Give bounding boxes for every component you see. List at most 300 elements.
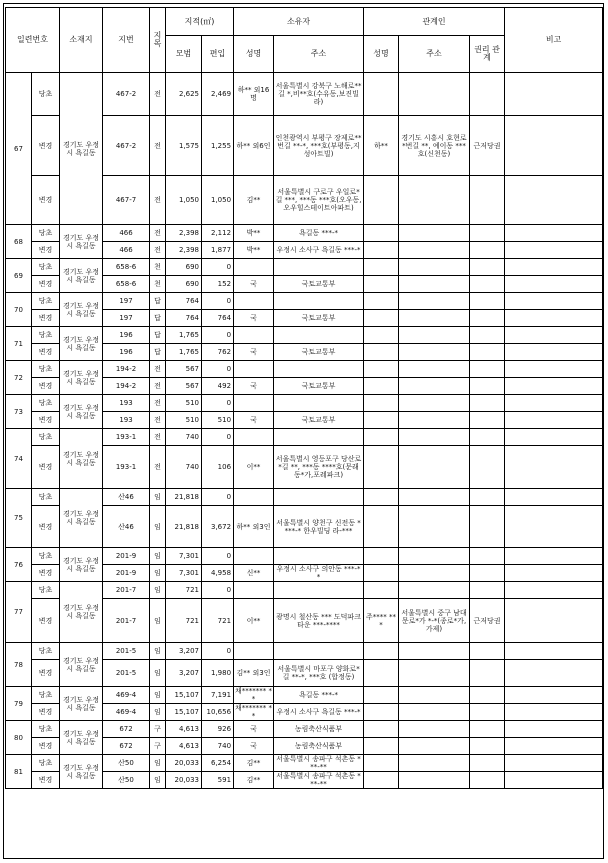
interested-address-cell bbox=[399, 242, 470, 259]
record-number: 72 bbox=[6, 361, 32, 395]
table-row bbox=[6, 327, 603, 344]
lot-number-cell: 466 bbox=[103, 242, 150, 259]
incorporated-area-cell: 0 bbox=[202, 259, 234, 276]
interested-right-cell bbox=[470, 738, 505, 755]
incorporated-area-cell: 10,656 bbox=[202, 704, 234, 721]
interested-name-cell bbox=[364, 259, 399, 276]
area-cell: 690 bbox=[166, 276, 202, 293]
owner-address-cell: 국토교통부 bbox=[274, 378, 364, 395]
incorporated-area-cell: 0 bbox=[202, 395, 234, 412]
area-cell: 510 bbox=[166, 395, 202, 412]
lot-number-cell: 201-7 bbox=[103, 582, 150, 599]
owner-name-cell: 국 bbox=[234, 721, 274, 738]
status-cell: 당초 bbox=[32, 225, 60, 242]
owner-address-cell: 서울특별시 강북구 노해로**길 *,비**호(수유동,보진빌라) bbox=[274, 73, 364, 116]
lot-number-cell: 201-9 bbox=[103, 548, 150, 565]
interested-right-cell bbox=[470, 242, 505, 259]
header-serial: 일련번호 bbox=[6, 8, 60, 73]
incorporated-area-cell: 1,980 bbox=[202, 660, 234, 687]
record-number: 75 bbox=[6, 489, 32, 548]
lot-number-cell: 467-2 bbox=[103, 73, 150, 116]
interested-right-cell bbox=[470, 506, 505, 548]
area-cell: 721 bbox=[166, 599, 202, 643]
land-category-cell: 임 bbox=[150, 687, 166, 704]
remarks-cell bbox=[505, 116, 603, 176]
owner-address-cell: 광명시 철산동 *** 도덕파크타운 ***-**** bbox=[274, 599, 364, 643]
area-cell: 740 bbox=[166, 429, 202, 446]
lot-number-cell: 201-5 bbox=[103, 660, 150, 687]
interested-right-cell bbox=[470, 565, 505, 582]
remarks-cell bbox=[505, 225, 603, 242]
owner-name-cell: 신** bbox=[234, 565, 274, 582]
remarks-cell bbox=[505, 412, 603, 429]
interested-right-cell bbox=[470, 582, 505, 599]
owner-address-cell bbox=[274, 582, 364, 599]
incorporated-area-cell: 2,469 bbox=[202, 73, 234, 116]
incorporated-area-cell: 0 bbox=[202, 293, 234, 310]
owner-name-cell: 김** bbox=[234, 176, 274, 225]
land-category-cell: 임 bbox=[150, 489, 166, 506]
header-interested-right: 권리 관계 bbox=[470, 36, 505, 73]
remarks-cell bbox=[505, 259, 603, 276]
interested-name-cell bbox=[364, 429, 399, 446]
owner-name-cell: 박** bbox=[234, 242, 274, 259]
remarks-cell bbox=[505, 429, 603, 446]
location-cell: 경기도 우정시 욕길동 bbox=[60, 73, 103, 225]
land-category-cell: 전 bbox=[150, 395, 166, 412]
owner-name-cell: 김** 외3인 bbox=[234, 660, 274, 687]
owner-address-cell bbox=[274, 293, 364, 310]
interested-address-cell bbox=[399, 721, 470, 738]
owner-address-cell: 우정시 소사구 욕길동 ***-* bbox=[274, 242, 364, 259]
land-category-cell: 임 bbox=[150, 506, 166, 548]
interested-address-cell bbox=[399, 176, 470, 225]
owner-address-cell: 서울특별시 구로구 우일로*길 ***, ***동 ***호(오우동,오우힐스테이트아파트) bbox=[274, 176, 364, 225]
interested-right-cell bbox=[470, 660, 505, 687]
owner-name-cell: 이** bbox=[234, 599, 274, 643]
land-category-cell: 전 bbox=[150, 446, 166, 489]
status-cell: 당초 bbox=[32, 643, 60, 660]
remarks-cell bbox=[505, 276, 603, 293]
owner-address-cell: 농림축산식품부 bbox=[274, 721, 364, 738]
record-number: 74 bbox=[6, 429, 32, 489]
lot-number-cell: 466 bbox=[103, 225, 150, 242]
interested-address-cell bbox=[399, 429, 470, 446]
owner-name-cell: 국 bbox=[234, 412, 274, 429]
interested-right-cell bbox=[470, 687, 505, 704]
location-cell: 경기도 우정시 욕길동 bbox=[60, 548, 103, 582]
interested-name-cell bbox=[364, 293, 399, 310]
land-category-cell: 전 bbox=[150, 361, 166, 378]
interested-right-cell bbox=[470, 293, 505, 310]
header-area: 지적(㎡) bbox=[166, 8, 234, 36]
interested-right-cell bbox=[470, 276, 505, 293]
interested-name-cell: 주**** *** bbox=[364, 599, 399, 643]
interested-address-cell bbox=[399, 506, 470, 548]
owner-name-cell: 국 bbox=[234, 738, 274, 755]
status-cell: 변경 bbox=[32, 310, 60, 327]
table-row bbox=[6, 225, 603, 242]
incorporated-area-cell: 0 bbox=[202, 643, 234, 660]
lot-number-cell: 193 bbox=[103, 395, 150, 412]
interested-name-cell bbox=[364, 225, 399, 242]
interested-right-cell bbox=[470, 429, 505, 446]
interested-address-cell bbox=[399, 293, 470, 310]
table-row bbox=[6, 489, 603, 506]
interested-address-cell bbox=[399, 772, 470, 789]
lot-number-cell: 469-4 bbox=[103, 704, 150, 721]
land-category-cell: 천 bbox=[150, 259, 166, 276]
interested-address-cell bbox=[399, 73, 470, 116]
header-owner-name: 성명 bbox=[234, 36, 274, 73]
lot-number-cell: 193-1 bbox=[103, 429, 150, 446]
owner-name-cell bbox=[234, 548, 274, 565]
location-cell: 경기도 우정시 욕길동 bbox=[60, 395, 103, 429]
status-cell: 변경 bbox=[32, 599, 60, 643]
land-category-cell: 임 bbox=[150, 755, 166, 772]
status-cell: 변경 bbox=[32, 738, 60, 755]
area-cell: 4,613 bbox=[166, 738, 202, 755]
status-cell: 당초 bbox=[32, 293, 60, 310]
remarks-cell bbox=[505, 687, 603, 704]
interested-right-cell bbox=[470, 755, 505, 772]
interested-right-cell bbox=[470, 395, 505, 412]
record-number: 68 bbox=[6, 225, 32, 259]
interested-address-cell bbox=[399, 446, 470, 489]
header-location: 소재지 bbox=[60, 8, 103, 73]
remarks-cell bbox=[505, 738, 603, 755]
record-number: 80 bbox=[6, 721, 32, 755]
status-cell: 변경 bbox=[32, 660, 60, 687]
incorporated-area-cell: 4,958 bbox=[202, 565, 234, 582]
interested-address-cell bbox=[399, 565, 470, 582]
remarks-cell bbox=[505, 176, 603, 225]
status-cell: 당초 bbox=[32, 327, 60, 344]
land-category-cell: 구 bbox=[150, 721, 166, 738]
status-cell: 당초 bbox=[32, 395, 60, 412]
table-row bbox=[6, 548, 603, 565]
record-number: 71 bbox=[6, 327, 32, 361]
table-row bbox=[6, 429, 603, 446]
remarks-cell bbox=[505, 599, 603, 643]
incorporated-area-cell: 764 bbox=[202, 310, 234, 327]
location-cell: 경기도 우정시 욕길동 bbox=[60, 687, 103, 721]
status-cell: 당초 bbox=[32, 582, 60, 599]
owner-name-cell: 박** bbox=[234, 225, 274, 242]
location-cell: 경기도 우정시 욕길동 bbox=[60, 582, 103, 643]
area-cell: 567 bbox=[166, 361, 202, 378]
incorporated-area-cell: 3,672 bbox=[202, 506, 234, 548]
record-number: 70 bbox=[6, 293, 32, 327]
interested-right-cell bbox=[470, 225, 505, 242]
owner-name-cell: 채******* ** bbox=[235, 687, 273, 703]
interested-name-cell bbox=[364, 643, 399, 660]
land-category-cell: 전 bbox=[150, 116, 166, 176]
interested-name-cell bbox=[364, 395, 399, 412]
status-cell: 변경 bbox=[32, 378, 60, 395]
interested-name-cell bbox=[364, 565, 399, 582]
record-number: 73 bbox=[6, 395, 32, 429]
header-area-incorporated: 편입 bbox=[202, 36, 234, 73]
owner-name-cell bbox=[234, 327, 274, 344]
lot-number-cell: 672 bbox=[103, 721, 150, 738]
record-number: 79 bbox=[6, 687, 32, 721]
header-interested-address: 주소 bbox=[399, 36, 470, 73]
owner-address-cell: 서울특별시 송파구 석촌동 ***-** bbox=[274, 755, 364, 772]
lot-number-cell: 672 bbox=[103, 738, 150, 755]
incorporated-area-cell: 6,254 bbox=[202, 755, 234, 772]
area-cell: 740 bbox=[166, 446, 202, 489]
interested-address-cell bbox=[399, 660, 470, 687]
owner-name-cell: 국 bbox=[234, 276, 274, 293]
interested-right-cell bbox=[470, 772, 505, 789]
lot-number-cell: 산50 bbox=[103, 755, 150, 772]
header-owner: 소유자 bbox=[234, 8, 364, 36]
remarks-cell bbox=[505, 721, 603, 738]
area-cell: 764 bbox=[166, 310, 202, 327]
owner-address-cell: 서울특별시 영등포구 당산로*길 **, ***동 ****호(문래동*가,포레파크) bbox=[274, 446, 364, 489]
owner-name-cell: 국 bbox=[234, 310, 274, 327]
status-cell: 변경 bbox=[32, 276, 60, 293]
owner-address-cell: 국토교통부 bbox=[274, 310, 364, 327]
owner-address-cell bbox=[274, 259, 364, 276]
owner-address-cell: 농림축산식품부 bbox=[274, 738, 364, 755]
area-cell: 1,765 bbox=[166, 327, 202, 344]
owner-name-cell: 하** 외3인 bbox=[234, 506, 274, 548]
owner-name-cell: 하** 외6인 bbox=[234, 116, 274, 176]
incorporated-area-cell: 106 bbox=[202, 446, 234, 489]
record-number: 69 bbox=[6, 259, 32, 293]
land-category-cell: 전 bbox=[150, 176, 166, 225]
area-cell: 20,033 bbox=[166, 772, 202, 789]
location-cell: 경기도 우정시 욕길동 bbox=[60, 721, 103, 755]
land-category-cell: 임 bbox=[150, 660, 166, 687]
land-category-cell: 답 bbox=[150, 327, 166, 344]
owner-address-cell: 욕길동 ***-* bbox=[274, 225, 364, 242]
lot-number-cell: 산50 bbox=[103, 772, 150, 789]
table-row bbox=[6, 582, 603, 599]
record-number: 67 bbox=[6, 73, 32, 225]
interested-right-cell bbox=[470, 310, 505, 327]
owner-name-cell: 김** bbox=[234, 755, 274, 772]
remarks-cell bbox=[505, 73, 603, 116]
record-number: 81 bbox=[6, 755, 32, 789]
header-interested-name: 성명 bbox=[364, 36, 399, 73]
owner-address-cell: 국토교통부 bbox=[274, 412, 364, 429]
incorporated-area-cell: 492 bbox=[202, 378, 234, 395]
land-category-cell: 답 bbox=[150, 310, 166, 327]
location-cell: 경기도 우정시 욕길동 bbox=[60, 429, 103, 489]
area-cell: 4,613 bbox=[166, 721, 202, 738]
interested-name-cell bbox=[364, 327, 399, 344]
status-cell: 당초 bbox=[32, 687, 60, 704]
remarks-cell bbox=[505, 660, 603, 687]
interested-address-cell bbox=[399, 378, 470, 395]
incorporated-area-cell: 0 bbox=[202, 548, 234, 565]
remarks-cell bbox=[505, 489, 603, 506]
owner-address-cell bbox=[274, 548, 364, 565]
owner-address-cell: 서울특별시 송파구 석촌동 ***-** bbox=[274, 772, 364, 789]
lot-number-cell: 196 bbox=[103, 344, 150, 361]
incorporated-area-cell: 510 bbox=[202, 412, 234, 429]
interested-address-cell bbox=[399, 489, 470, 506]
land-category-cell: 전 bbox=[150, 429, 166, 446]
incorporated-area-cell: 1,050 bbox=[202, 176, 234, 225]
remarks-cell bbox=[505, 395, 603, 412]
header-owner-address: 주소 bbox=[274, 36, 364, 73]
land-category-cell: 전 bbox=[150, 225, 166, 242]
interested-right-cell: 근저당권 bbox=[470, 116, 505, 176]
interested-right-cell bbox=[470, 378, 505, 395]
lot-number-cell: 197 bbox=[103, 293, 150, 310]
remarks-cell bbox=[505, 643, 603, 660]
area-cell: 1,050 bbox=[166, 176, 202, 225]
incorporated-area-cell: 2,112 bbox=[202, 225, 234, 242]
interested-name-cell bbox=[364, 344, 399, 361]
header-interested-party: 관계인 bbox=[364, 8, 505, 36]
owner-name-cell: 하** 외16명 bbox=[234, 73, 274, 116]
location-cell: 경기도 우정시 욕길동 bbox=[60, 361, 103, 395]
area-cell: 2,625 bbox=[166, 73, 202, 116]
owner-name-cell: 채******* ** bbox=[235, 704, 273, 720]
incorporated-area-cell: 1,877 bbox=[202, 242, 234, 259]
location-cell: 경기도 우정시 욕길동 bbox=[60, 293, 103, 327]
interested-right-cell bbox=[470, 721, 505, 738]
interested-name-cell bbox=[364, 772, 399, 789]
interested-address-cell bbox=[399, 327, 470, 344]
owner-name-cell bbox=[234, 582, 274, 599]
area-cell: 15,107 bbox=[166, 687, 202, 704]
interested-name-cell bbox=[364, 506, 399, 548]
table-row bbox=[6, 643, 603, 660]
owner-address-cell: 서울특별시 양천구 신전동 ****-* 한우빌딩 라-*** bbox=[274, 506, 364, 548]
interested-right-cell bbox=[470, 73, 505, 116]
lot-number-cell: 469-4 bbox=[103, 687, 150, 704]
table-row bbox=[6, 259, 603, 276]
area-cell: 21,818 bbox=[166, 506, 202, 548]
status-cell: 당초 bbox=[32, 73, 60, 116]
area-cell: 2,398 bbox=[166, 242, 202, 259]
lot-number-cell: 467-2 bbox=[103, 116, 150, 176]
area-cell: 7,301 bbox=[166, 548, 202, 565]
status-cell: 당초 bbox=[32, 755, 60, 772]
remarks-cell bbox=[505, 310, 603, 327]
header-lot-no: 지번 bbox=[103, 8, 150, 73]
interested-address-cell bbox=[399, 738, 470, 755]
incorporated-area-cell: 1,255 bbox=[202, 116, 234, 176]
incorporated-area-cell: 0 bbox=[202, 361, 234, 378]
area-cell: 3,207 bbox=[166, 660, 202, 687]
lot-number-cell: 194-2 bbox=[103, 361, 150, 378]
interested-right-cell bbox=[470, 344, 505, 361]
land-category-cell: 전 bbox=[150, 242, 166, 259]
remarks-cell bbox=[505, 704, 603, 721]
remarks-cell bbox=[505, 506, 603, 548]
location-cell: 경기도 우정시 욕길동 bbox=[60, 489, 103, 548]
land-category-cell: 전 bbox=[150, 412, 166, 429]
header-remarks: 비고 bbox=[505, 8, 603, 73]
remarks-cell bbox=[505, 327, 603, 344]
record-number: 78 bbox=[6, 643, 32, 687]
owner-address-cell: 서울특별시 마포구 양화로*길 **-*, ***호 (합정동) bbox=[274, 660, 364, 687]
interested-name-cell bbox=[364, 721, 399, 738]
status-cell: 변경 bbox=[32, 344, 60, 361]
interested-right-cell bbox=[470, 489, 505, 506]
land-category-cell: 임 bbox=[150, 772, 166, 789]
owner-name-cell bbox=[234, 489, 274, 506]
owner-name-cell bbox=[234, 429, 274, 446]
land-category-cell: 답 bbox=[150, 344, 166, 361]
land-category-cell: 임 bbox=[150, 582, 166, 599]
location-cell: 경기도 우정시 욕길동 bbox=[60, 259, 103, 293]
area-cell: 690 bbox=[166, 259, 202, 276]
remarks-cell bbox=[505, 565, 603, 582]
owner-address-cell bbox=[274, 643, 364, 660]
owner-address-cell bbox=[274, 489, 364, 506]
incorporated-area-cell: 0 bbox=[202, 489, 234, 506]
owner-address-cell: 국토교통부 bbox=[274, 344, 364, 361]
interested-name-cell bbox=[364, 242, 399, 259]
location-cell: 경기도 우정시 욕길동 bbox=[60, 755, 103, 789]
interested-name-cell bbox=[364, 704, 399, 721]
area-cell: 20,033 bbox=[166, 755, 202, 772]
land-category-cell: 답 bbox=[150, 293, 166, 310]
incorporated-area-cell: 762 bbox=[202, 344, 234, 361]
interested-name-cell bbox=[364, 73, 399, 116]
area-cell: 15,107 bbox=[166, 704, 202, 721]
incorporated-area-cell: 926 bbox=[202, 721, 234, 738]
owner-name-cell bbox=[234, 395, 274, 412]
lot-number-cell: 197 bbox=[103, 310, 150, 327]
interested-address-cell bbox=[399, 643, 470, 660]
area-cell: 1,575 bbox=[166, 116, 202, 176]
table-row bbox=[6, 721, 603, 738]
lot-number-cell: 658-6 bbox=[103, 276, 150, 293]
status-cell: 변경 bbox=[32, 772, 60, 789]
interested-right-cell bbox=[470, 176, 505, 225]
area-cell: 2,398 bbox=[166, 225, 202, 242]
location-cell: 경기도 우정시 욕길동 bbox=[60, 643, 103, 687]
header-area-public: 모범 bbox=[166, 36, 202, 73]
land-category-cell: 전 bbox=[150, 73, 166, 116]
status-cell: 당초 bbox=[32, 429, 60, 446]
area-cell: 21,818 bbox=[166, 489, 202, 506]
interested-right-cell bbox=[470, 704, 505, 721]
owner-address-cell: 우정시 소사구 의안동 ***-** bbox=[274, 565, 364, 582]
interested-right-cell bbox=[470, 259, 505, 276]
interested-address-cell bbox=[399, 225, 470, 242]
area-cell: 3,207 bbox=[166, 643, 202, 660]
interested-right-cell bbox=[470, 412, 505, 429]
lot-number-cell: 201-7 bbox=[103, 599, 150, 643]
lot-number-cell: 산46 bbox=[103, 489, 150, 506]
table-row bbox=[6, 293, 603, 310]
incorporated-area-cell: 0 bbox=[202, 429, 234, 446]
interested-name-cell bbox=[364, 378, 399, 395]
land-category-cell: 임 bbox=[150, 643, 166, 660]
status-cell: 변경 bbox=[32, 565, 60, 582]
interested-address-cell bbox=[399, 582, 470, 599]
land-category-cell: 임 bbox=[150, 704, 166, 721]
status-cell: 당초 bbox=[32, 548, 60, 565]
interested-name-cell bbox=[364, 361, 399, 378]
area-cell: 721 bbox=[166, 582, 202, 599]
owner-name-cell: 국 bbox=[234, 378, 274, 395]
land-category-cell: 임 bbox=[150, 565, 166, 582]
lot-number-cell: 산46 bbox=[103, 506, 150, 548]
interested-address-cell bbox=[399, 412, 470, 429]
status-cell: 당초 bbox=[32, 721, 60, 738]
